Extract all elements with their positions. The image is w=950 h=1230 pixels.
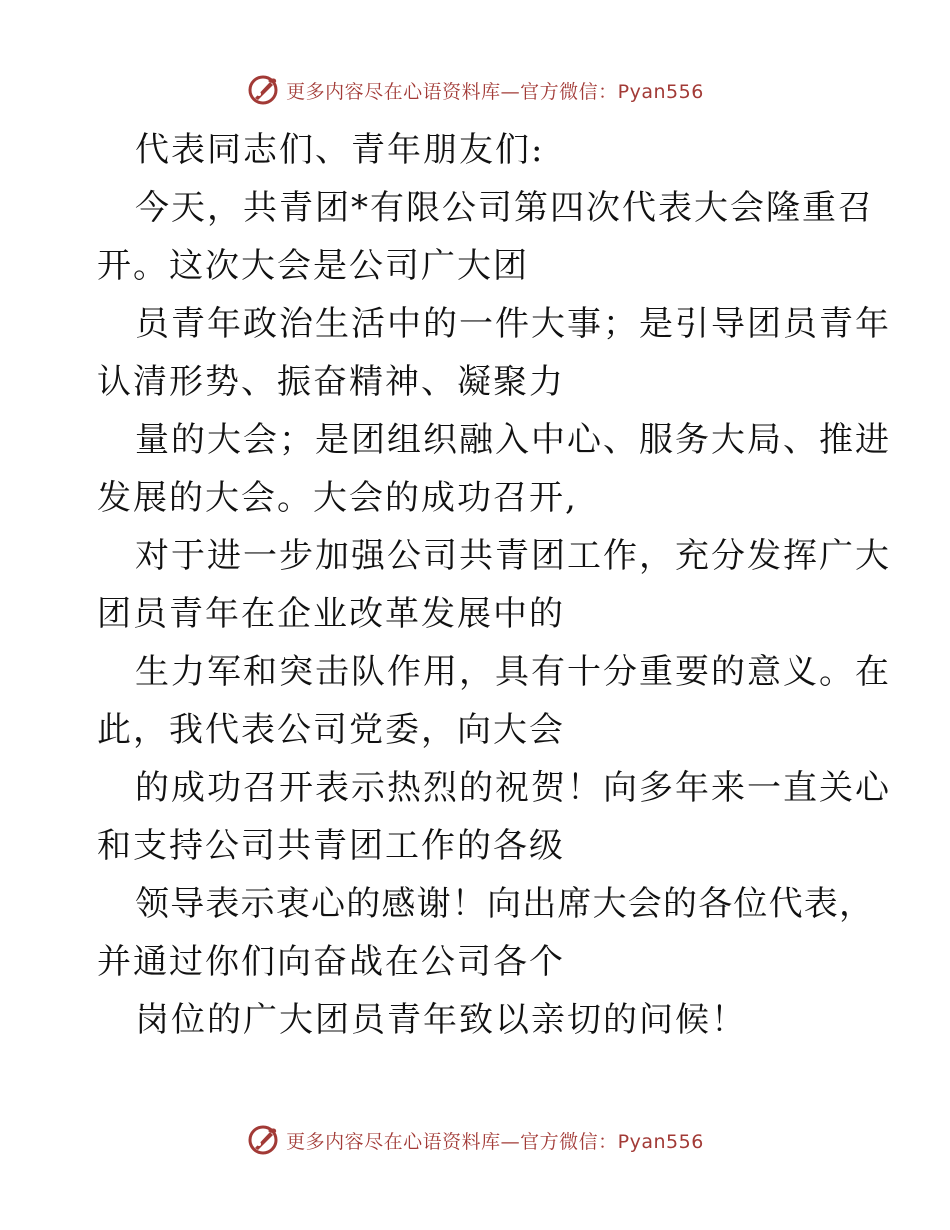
header-watermark [0,70,950,110]
quill-logo-icon [246,1123,280,1157]
paragraph-line: 开。这次大会是公司广大团 [97,246,529,286]
paragraph-line: 和支持公司共青团工作的各级 [97,826,565,866]
paragraph-line: 团员青年在企业改革发展中的 [97,594,565,634]
paragraph-line: 今天，共青团*有限公司第四次代表大会隆重召 [135,188,874,228]
watermark-wechat-id: Pyan556 [617,1130,704,1153]
paragraph-line: 并通过你们向奋战在公司各个 [97,942,565,982]
watermark-label: 更多内容尽在心语资料库—官方微信： [286,1130,618,1153]
watermark-text [286,77,704,104]
document-body [97,121,891,1049]
paragraph-line: 代表同志们、青年朋友们: [135,130,545,170]
paragraph-line: 量的大会；是团组织融入中心、服务大局、推进 [135,420,891,460]
paragraph-line: 岗位的广大团员青年致以亲切的问候！ [135,1000,747,1040]
paragraph-line: 领导表示衷心的感谢！向出席大会的各位代表， [135,884,875,924]
paragraph-line: 的成功召开表示热烈的祝贺！向多年来一直关心 [135,768,891,808]
quill-logo-icon [246,73,280,107]
watermark-text [286,1127,704,1154]
paragraph-line: 员青年政治生活中的一件大事；是引导团员青年 [135,304,891,344]
watermark-label: 更多内容尽在心语资料库—官方微信： [286,80,618,103]
paragraph-line: 生力军和突击队作用，具有十分重要的意义。在 [135,652,891,692]
paragraph-line: 认清形势、振奋精神、凝聚力 [97,362,565,402]
watermark-wechat-id: Pyan556 [617,80,704,103]
footer-watermark [0,1120,950,1160]
paragraph-line: 对于进一步加强公司共青团工作，充分发挥广大 [135,536,891,576]
paragraph-line: 此，我代表公司党委，向大会 [97,710,565,750]
paragraph-line: 发展的大会。大会的成功召开, [97,478,578,518]
